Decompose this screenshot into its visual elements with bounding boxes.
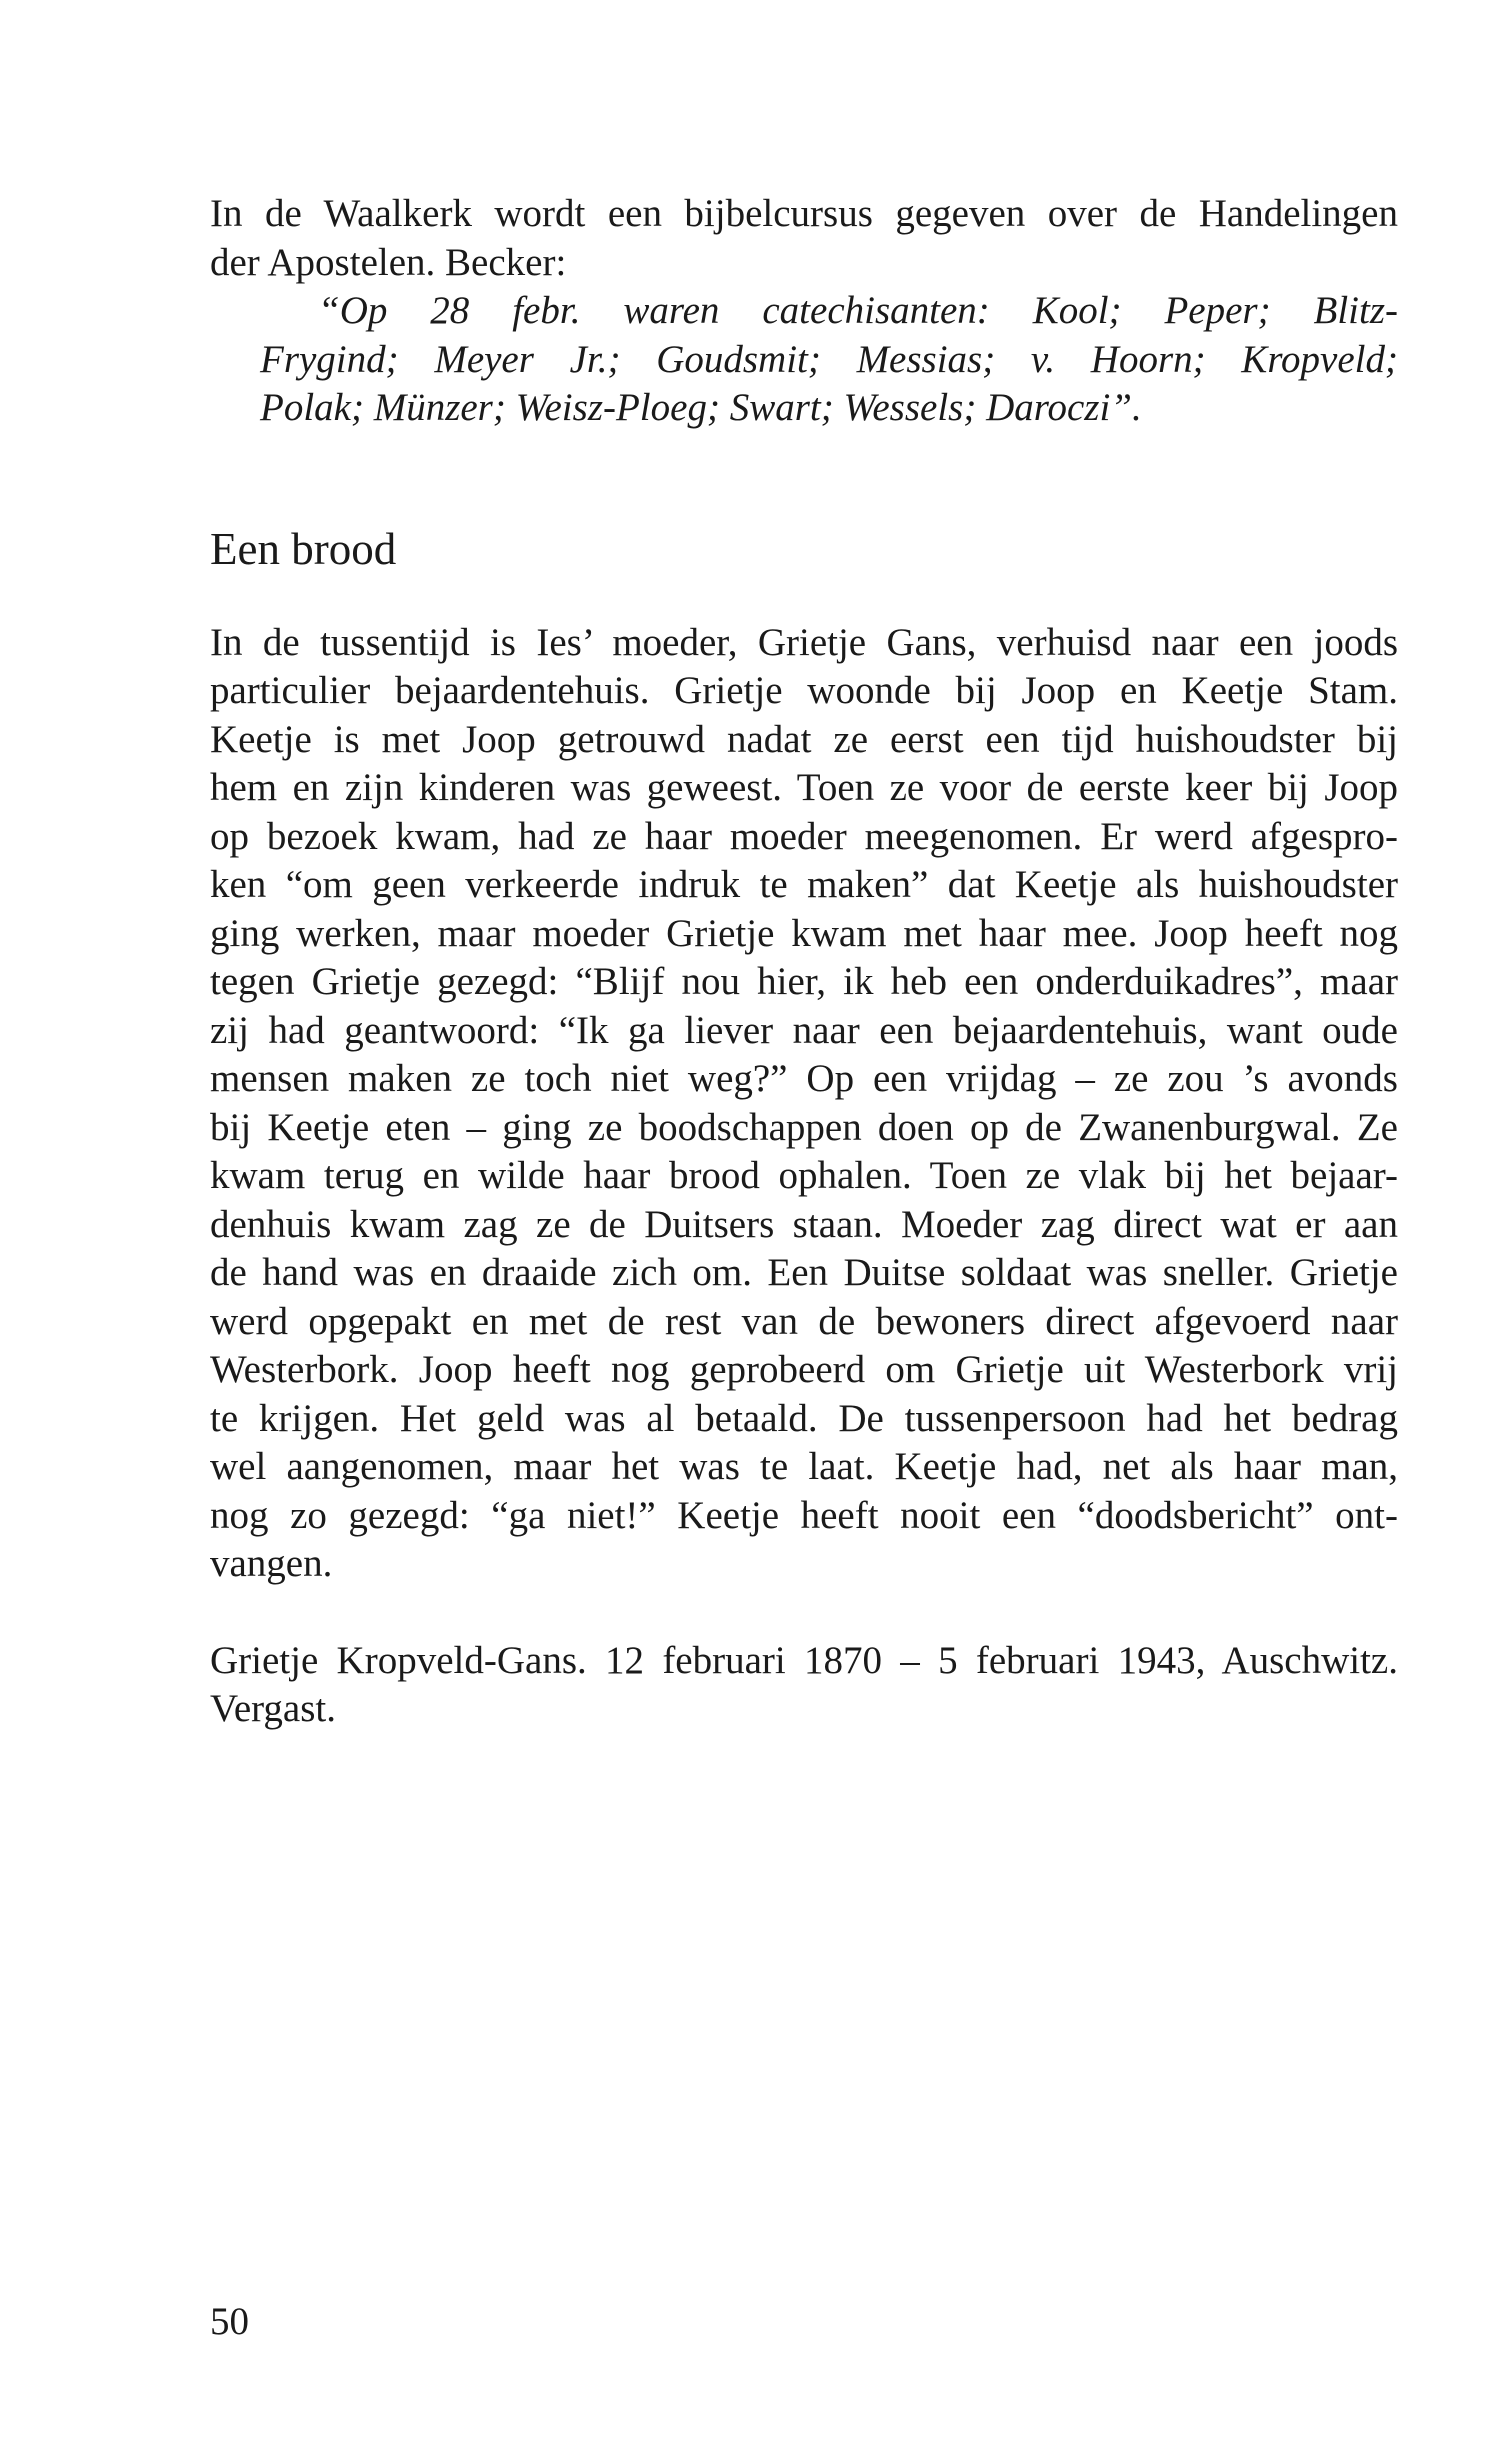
intro-paragraph: [210, 190, 1398, 287]
intro-line: In de Waalkerk wordt een bijbelcursus gegeven over de Handelingen: [210, 192, 1398, 235]
paragraph-line: Westerbork. Joop heeft nog geprobeerd om Grietje uit Westerbork vrij: [210, 1348, 1398, 1391]
paragraph-line: hem en zijn kinderen was geweest. Toen ze voor de eerste keer bij Joop: [210, 766, 1398, 809]
paragraph-line: particulier bejaardentehuis. Grietje woonde bij Joop en Keetje Stam.: [210, 669, 1398, 712]
catechisanten-quote: [210, 287, 1398, 433]
paragraph-line: mensen maken ze toch niet weg?” Op een vrijdag – ze zou ’s avonds: [210, 1057, 1398, 1100]
paragraph-line: te krijgen. Het geld was al betaald. De tussenpersoon had het bedrag: [210, 1396, 1398, 1440]
paragraph-line: Keetje is met Joop getrouwd nadat ze eerst een tijd huishoudster bij: [210, 717, 1398, 761]
paragraph-line: bij Keetje eten – ging ze boodschappen doen op de Zwanenburgwal. Ze: [210, 1105, 1398, 1149]
footnote-line: Grietje Kropveld-Gans. 12 februari 1870 – 5 februari 1943, Auschwitz.: [210, 1638, 1398, 1682]
paragraph-line: zij had geantwoord: “Ik ga liever naar een bejaardentehuis, want oude: [210, 1008, 1398, 1052]
page-body: [210, 190, 1398, 1734]
paragraph-line: nog zo gezegd: “ga niet!” Keetje heeft nooit een “doodsbericht” ont-: [210, 1493, 1398, 1537]
paragraph-line: ken “om geen verkeerde indruk te maken” dat Keetje als huishoudster: [210, 863, 1398, 906]
paragraph-line: de hand was en draaide zich om. Een Duitse soldaat was sneller. Grietje: [210, 1251, 1398, 1294]
quote-line: Polak; Münzer; Weisz-Ploeg; Swart; Wessels; Daroczi”.: [260, 386, 1142, 429]
section-heading: Een brood: [210, 523, 397, 574]
paragraph-line: In de tussentijd is Ies’ moeder, Grietje Gans, verhuisd naar een joods: [210, 620, 1398, 664]
paragraph-line: op bezoek kwam, had ze haar moeder meegenomen. Er werd afgespro-: [210, 814, 1398, 858]
quote-line: Frygind; Meyer Jr.; Goudsmit; Messias; v. Hoorn; Kropveld;: [260, 337, 1398, 381]
paragraph-line: denhuis kwam zag ze de Duitsers staan. Moeder zag direct wat er aan: [210, 1202, 1398, 1246]
footnote-paragraph: [210, 1637, 1398, 1734]
paragraph-line: werd opgepakt en met de rest van de bewoners direct afgevoerd naar: [210, 1299, 1398, 1343]
section-paragraph: [210, 619, 1398, 1589]
quote-line: “Op 28 febr. waren catechisanten: Kool; Peper; Blitz-: [318, 289, 1398, 332]
footnote-line: Vergast.: [210, 1687, 337, 1730]
paragraph-line: wel aangenomen, maar het was te laat. Keetje had, net als haar man,: [210, 1445, 1398, 1488]
intro-line: der Apostelen. Becker:: [210, 240, 567, 284]
paragraph-line: vangen.: [210, 1542, 333, 1585]
paragraph-gap: [210, 1589, 1398, 1637]
paragraph-line: kwam terug en wilde haar brood ophalen. Toen ze vlak bij het bejaar-: [210, 1154, 1398, 1197]
paragraph-line: ging werken, maar moeder Grietje kwam met haar mee. Joop heeft nog: [210, 911, 1398, 955]
page-number: 50: [210, 2300, 249, 2343]
paragraph-line: tegen Grietje gezegd: “Blijf nou hier, ik heb een onderduikadres”, maar: [210, 960, 1398, 1003]
